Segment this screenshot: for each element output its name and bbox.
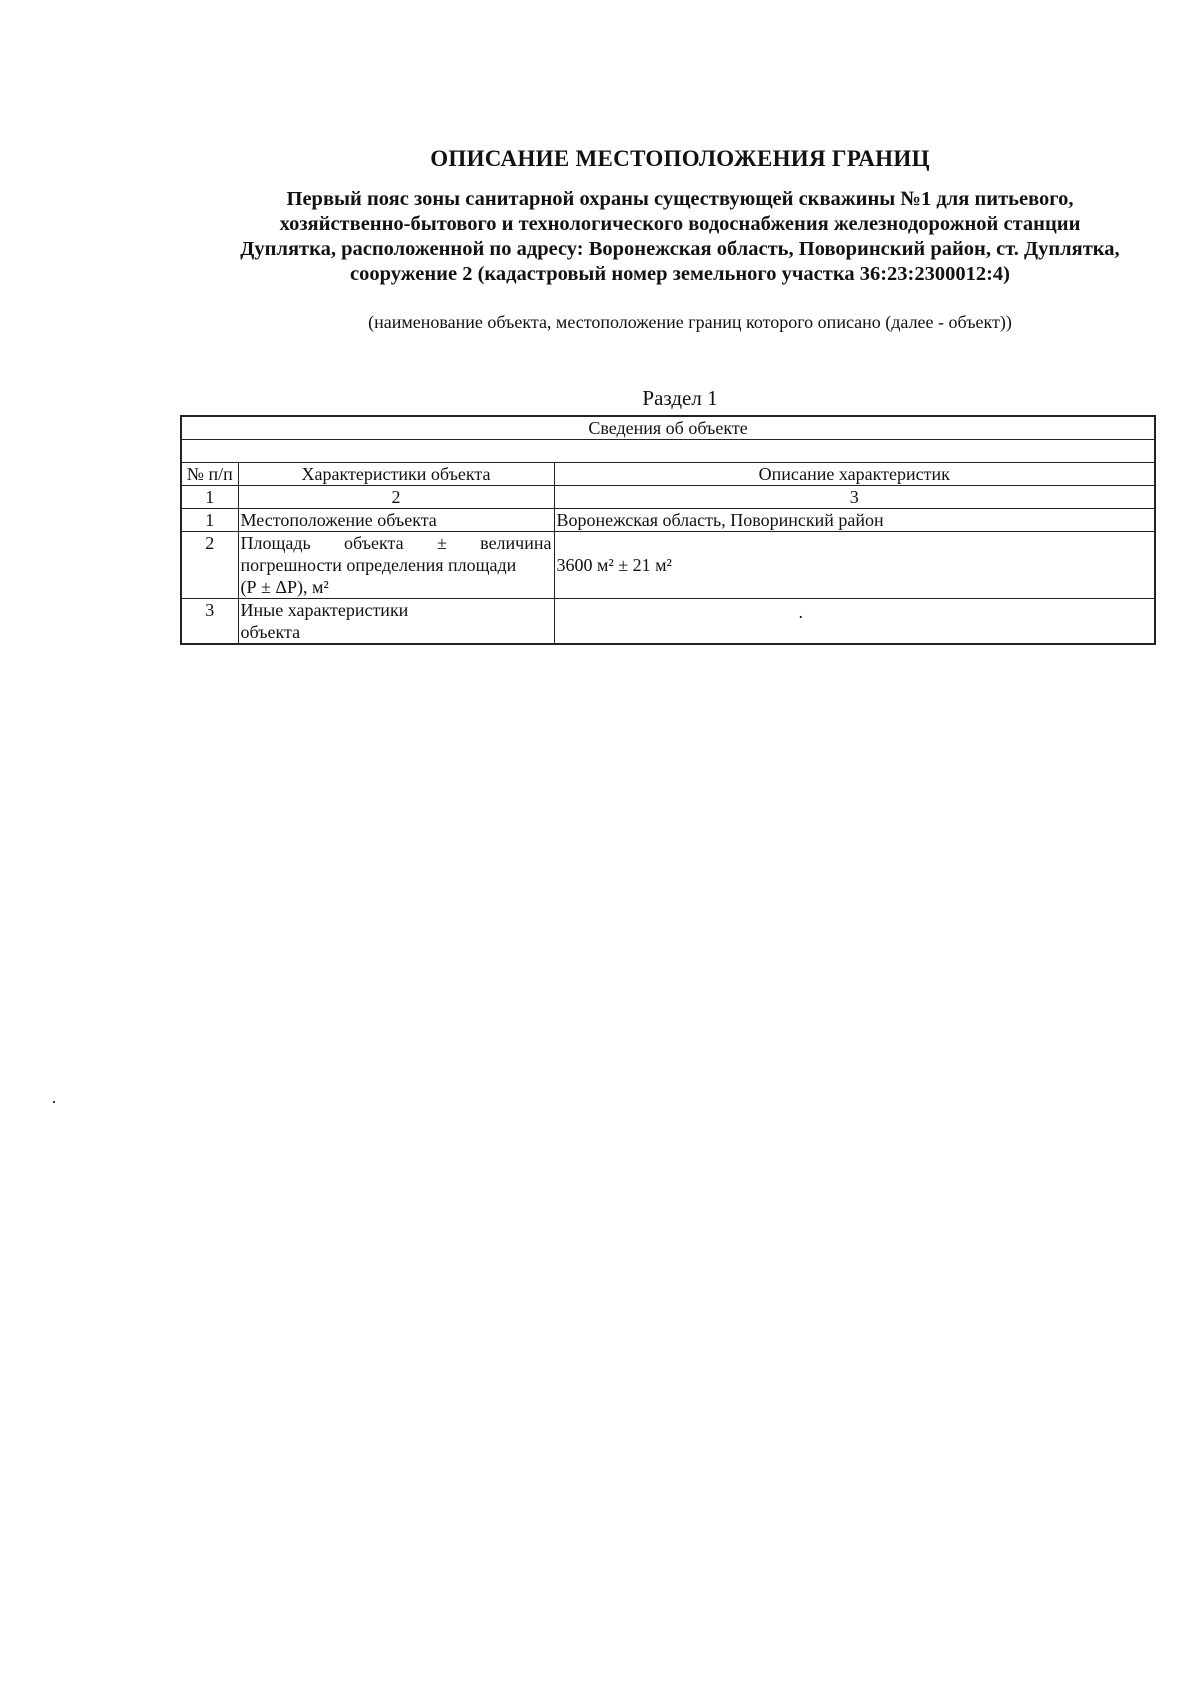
characteristic-line: погрешности определения площади	[240, 555, 517, 575]
row-description: Воронежская область, Поворинский район	[554, 509, 1155, 532]
characteristic-word: объекта	[344, 533, 404, 553]
subtitle-line: хозяйственно-бытового и технологического водоснабжения железнодорожной станции	[279, 213, 1081, 235]
row-description	[554, 532, 1155, 599]
table-row	[181, 509, 1155, 532]
table-spacer-cell	[181, 440, 1155, 463]
column-number: 2	[238, 486, 554, 509]
subtitle-line: Первый пояс зоны санитарной охраны существующей скважины №1 для питьевого,	[286, 188, 1074, 210]
object-caption: (наименование объекта, местоположение границ которого описано (далее - объект))	[368, 312, 1012, 332]
row-characteristic	[238, 599, 554, 645]
column-header-characteristic: Характеристики объекта	[238, 463, 554, 486]
row-number: 2	[181, 532, 238, 599]
column-header-row	[181, 463, 1155, 486]
column-number: 1	[181, 486, 238, 509]
document-title: ОПИСАНИЕ МЕСТОПОЛОЖЕНИЯ ГРАНИЦ	[430, 146, 930, 171]
characteristic-word: Площадь	[240, 533, 311, 553]
row-description	[554, 599, 1155, 645]
section-title: Раздел 1	[642, 386, 718, 410]
column-number-row	[181, 486, 1155, 509]
table-row	[181, 599, 1155, 645]
row-number: 1	[181, 509, 238, 532]
table-heading: Сведения об объекте	[181, 416, 1155, 440]
characteristic-line: объекта	[240, 622, 301, 642]
characteristic-line	[241, 532, 552, 554]
column-header-description: Описание характеристик	[554, 463, 1155, 486]
characteristic-word: ±	[436, 533, 447, 553]
table-spacer-row	[181, 440, 1155, 463]
document-subtitle	[180, 187, 1180, 287]
subtitle-line: сооружение 2 (кадастровый номер земельного участка 36:23:2300012:4)	[349, 263, 1011, 285]
table-heading-row	[181, 416, 1155, 440]
table-row	[181, 532, 1155, 599]
row-characteristic	[238, 532, 554, 599]
column-number: 3	[554, 486, 1155, 509]
row-description-text: .	[798, 602, 803, 622]
characteristic-word: величина	[480, 533, 552, 553]
object-info-table	[180, 415, 1156, 645]
subtitle-line: Дуплятка, расположенной по адресу: Воронежская область, Поворинский район, ст. Дуплятка,	[240, 238, 1120, 260]
row-characteristic: Местоположение объекта	[238, 509, 554, 532]
characteristic-line: Иные характеристики	[240, 600, 409, 620]
row-description-text: 3600 м² ± 21 м²	[556, 555, 672, 575]
scan-speck	[53, 1101, 55, 1103]
characteristic-line: (Р ± ΔР), м²	[240, 577, 329, 597]
row-number: 3	[181, 599, 238, 645]
column-header-num: № п/п	[181, 463, 238, 486]
